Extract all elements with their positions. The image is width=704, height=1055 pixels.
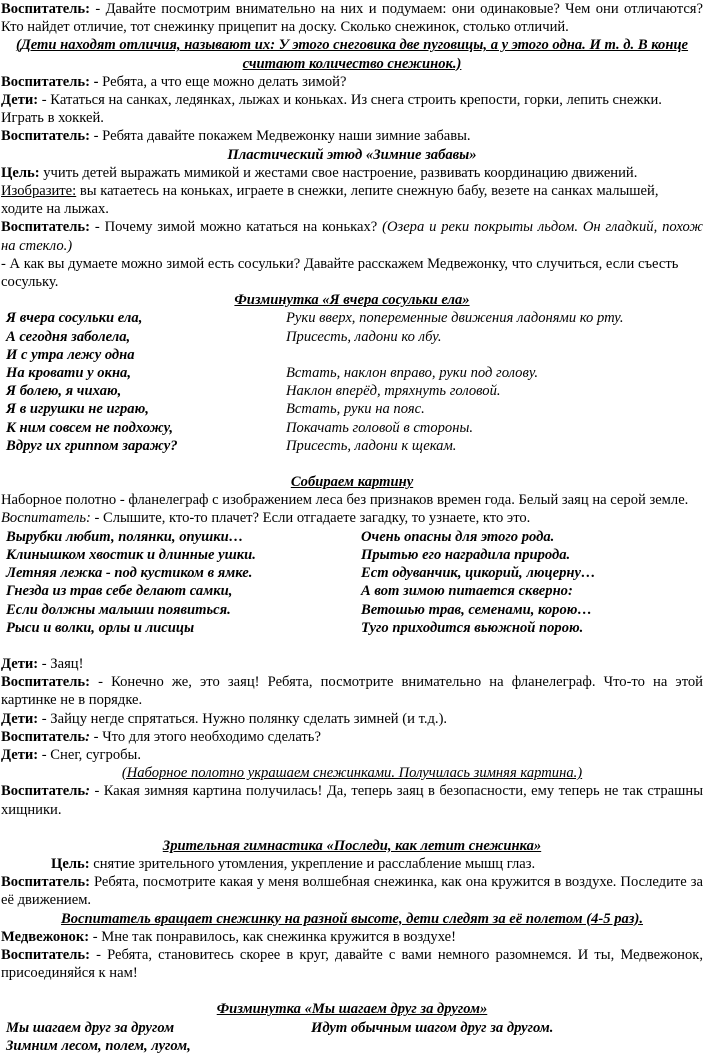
speaker-label: Воспитатель: <box>1 128 91 145</box>
poem-line: А сегодня заболела, Присесть, ладони ко лбу. <box>6 328 442 345</box>
paragraph-flannelgraph: Наборное полотно - фланелеграф с изображением леса без признаков времен года. Белый заяц на серой земле. <box>1 492 689 509</box>
paragraph-bear-cub <box>1 928 703 946</box>
speaker-label: Воспитатель <box>1 783 86 800</box>
spacer <box>1 637 703 655</box>
poem-line: Я болею, я чихаю, Наклон вперёд, тряхнуть головой. <box>6 383 501 400</box>
paragraph-educator-what <box>1 728 703 746</box>
speaker-label: Воспитатель: <box>1 874 91 891</box>
paragraph-children-answer <box>1 91 703 127</box>
paragraph-educator-hare <box>1 673 703 709</box>
speaker-label: Дети: <box>1 92 39 109</box>
stage-direction-differences: (Дети находят отличия, называют их: У этого снеговика две пуговицы, а у этого одна. И т. д. В конце считают количество снежинок.) <box>15 37 689 72</box>
paragraph-depict <box>1 182 703 218</box>
speaker-label: Воспитатель: <box>1 946 91 963</box>
speaker-label: Воспитатель: <box>1 219 91 236</box>
paragraph-text: вы катаетесь на коньках, играете в снежки, лепите снежную бабу, везете на санках малышей, ходите на лыжах. <box>1 183 659 218</box>
paragraph-text: - Почему зимой можно кататься на коньках? <box>90 219 383 236</box>
stage-direction-rotate: Воспитатель вращает снежинку на разной высоте, дети следят за её полетом (4-5 раз). <box>61 910 643 927</box>
paragraph-text: - Давайте посмотрим внимательно на них и подумаем: они одинаковые? Чем они отличаются? Кто найдет отличие, тот снежинку прицепит на доску. Сколько снежинок, столько отличий. <box>1 1 703 36</box>
poem-riddle <box>1 528 703 637</box>
poem-line: И с утра лежу одна <box>6 346 135 363</box>
poem-line: К ним совсем не подхожу, Покачать головой в стороны. <box>6 419 474 436</box>
section-heading-picture: Собираем картину <box>290 474 414 491</box>
poem-line: Мы шагаем друг за другом Идут обычным шагом друг за другом. <box>6 1019 554 1036</box>
poem-line: Я в игрушки не играю, Встать, руки на пояс. <box>6 401 425 418</box>
paragraph-text: - Ребята, становитесь скорее в круг, давайте с вами немного разомнемся. И ты, Медвежонок, присоединяйся к нам! <box>1 946 703 982</box>
paragraph-icicles: - А как вы думаете можно зимой есть сосульки? Давайте расскажем Медвежонку, что случиться, если съесть сосульку. <box>1 255 679 291</box>
speaker-label: Воспитатель <box>1 728 86 745</box>
paragraph-text: учить детей выражать мимикой и жестами свое настроение, развивать координацию движений. <box>39 164 638 181</box>
paragraph-educator-show <box>1 127 703 145</box>
paragraph-text: снятие зрительного утомления, укрепление и расслабление мышц глаз. <box>89 855 536 872</box>
paragraph-educator-snowflake <box>1 873 703 909</box>
speaker-label: Медвежонок: <box>1 928 90 945</box>
poem-line: Клинышком хвостик и длинные ушки. Прытью его наградила природа. <box>6 546 571 563</box>
section-heading-icicles: Физминутка «Я вчера сосульки ела» <box>234 292 470 309</box>
italic-answer: (Озера и реки покрыты льдом. Он гладкий, похож на стекло.) <box>1 219 703 254</box>
spacer <box>1 982 703 1000</box>
poem-line: Вдруг их гриппом заражу? Присесть, ладони к щекам. <box>6 437 457 454</box>
poem-walk <box>1 1019 703 1055</box>
poem-line: Если должны малыши появиться. Ветошью трав, семенами, корою… <box>6 601 593 618</box>
poem-line: Я вчера сосульки ела, Руки вверх, попеременные движения ладонями ко рту. <box>6 310 624 327</box>
paragraph-text: Ребята, посмотрите какая у меня волшебная снежинка, как она кружится в воздухе. Последите за её движением. <box>1 874 703 909</box>
poem-line: Зимним лесом, полем, лугом, <box>6 1037 191 1054</box>
speaker-label: Дети: <box>1 746 39 763</box>
paragraph-educator-question <box>1 73 703 91</box>
section-heading-walk: Физминутка «Мы шагаем друг за другом» <box>216 1001 488 1018</box>
paragraph-text: - Мне так понравилось, как снежинка кружится в воздухе! <box>89 928 456 945</box>
paragraph-children-hare <box>1 655 703 673</box>
speaker-label: Воспитатель: <box>1 1 91 17</box>
section-heading-plastic-etude: Пластический этюд «Зимние забавы» <box>227 146 477 163</box>
poem-line: Гнезда из трав себе делают самки, А вот зимою питается скверно: <box>6 583 573 600</box>
paragraph-text: - Что для этого необходимо сделать? <box>90 728 321 745</box>
poem-line: На кровати у окна, Встать, наклон вправо, руки под голову. <box>6 365 539 382</box>
speaker-label: Воспитатель: <box>1 674 91 691</box>
poem-line: Вырубки любит, полянки, опушки… Очень опасны для этого рода. <box>6 528 555 545</box>
paragraph-educator-circle <box>1 946 703 982</box>
stage-direction-snowflakes: (Наборное полотно украшаем снежинками. Получилась зимняя картина.) <box>121 765 583 782</box>
speaker-colon: : <box>85 783 91 800</box>
paragraph-text: - Слышите, кто-то плачет? Если отгадаете загадку, то узнаете, кто это. <box>90 510 531 527</box>
speaker-label: Воспитатель: - <box>1 73 99 90</box>
goal-label: Цель: <box>51 855 90 872</box>
paragraph-educator-intro <box>1 0 703 36</box>
paragraph-text: - Ребята давайте покажем Медвежонку наши зимние забавы. <box>90 128 471 145</box>
speaker-colon: : <box>85 728 91 745</box>
paragraph-text: - Конечно же, это заяц! Ребята, посмотрите внимательно на фланелеграф. Что-то на этой картинке не в порядке. <box>1 674 703 709</box>
paragraph-children-hide <box>1 710 703 728</box>
section-heading-eye-gymnastics: Зрительная гимнастика «Последи, как летит снежинка» <box>162 837 542 854</box>
paragraph-educator-skating <box>1 218 703 254</box>
paragraph-educator-winter-picture <box>1 782 703 818</box>
poem-icicles <box>1 309 703 455</box>
speaker-label: Дети: <box>1 710 39 727</box>
poem-line: Рыси и волки, орлы и лисицы Туго приходится вьюжной порою. <box>6 619 584 636</box>
spacer <box>1 819 703 837</box>
speaker-label: Дети: <box>1 655 39 672</box>
paragraph-text: - Снег, сугробы. <box>38 746 141 763</box>
goal-label: Цель: <box>1 164 40 181</box>
paragraph-text: - Заяц! <box>38 655 84 672</box>
paragraph-text: - Зайцу негде спрятаться. Нужно полянку сделать зимней (и т.д.). <box>38 710 448 727</box>
paragraph-children-snow <box>1 746 703 764</box>
paragraph-text: - Какая зимняя картина получилась! Да, теперь заяц в безопасности, ему теперь не так страшны хищники. <box>1 783 703 818</box>
speaker-label: Воспитатель: <box>1 510 91 527</box>
paragraph-text: - Кататься на санках, ледянках, лыжах и коньках. Из снега строить крепости, горки, лепить снежки. Играть в хоккей. <box>1 92 662 127</box>
paragraph-text: Ребята, а что еще можно делать зимой? <box>98 73 347 90</box>
paragraph-riddle-intro <box>1 509 703 527</box>
spacer <box>1 455 703 473</box>
paragraph-goal <box>1 164 703 182</box>
poem-line: Летняя лежка - под кустиком в ямке. Ест одуванчик, цикорий, люцерну… <box>6 565 596 582</box>
depict-label: Изобразите: <box>1 183 77 200</box>
paragraph-eye-goal <box>1 855 703 873</box>
